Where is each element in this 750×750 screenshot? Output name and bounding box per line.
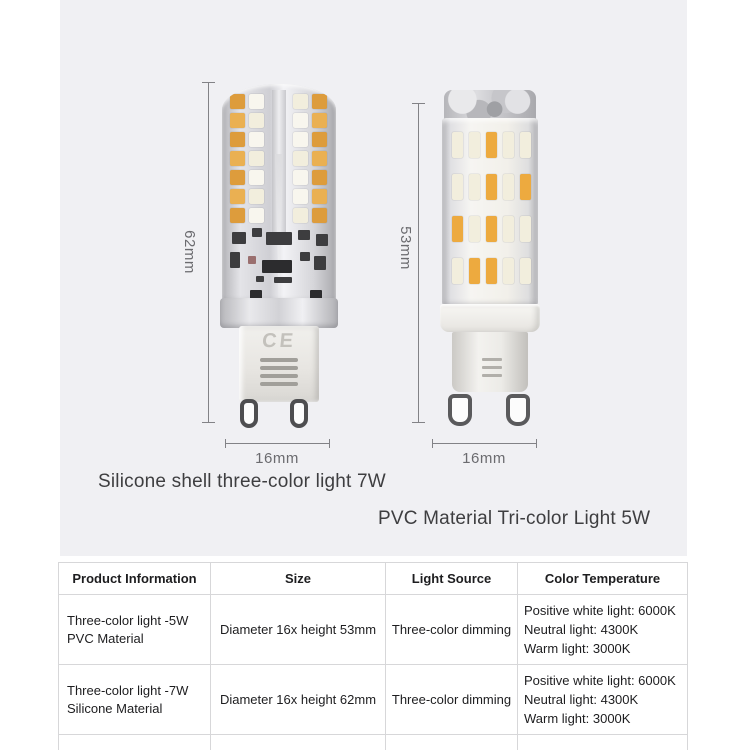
height-dimension-label-5w: 53mm bbox=[397, 226, 414, 270]
temp-neutral-7w: Neutral light: 4300K bbox=[524, 692, 639, 707]
bulb-5w-base bbox=[440, 304, 540, 332]
col-header-color-temperature: Color Temperature bbox=[518, 563, 688, 595]
cell-size-5w: Diameter 16x height 53mm bbox=[211, 595, 386, 665]
height-dimension-label-7w: 62mm bbox=[181, 230, 198, 274]
cell-product-5w bbox=[59, 595, 211, 665]
bulb-7w-pin-left bbox=[240, 399, 258, 428]
spec-row-partial bbox=[59, 735, 688, 750]
bulb-5w-pin-right bbox=[506, 394, 530, 426]
cell-product-7w bbox=[59, 665, 211, 735]
bulb-5w-neck bbox=[452, 332, 528, 392]
cell-light-source-5w: Three-color dimming bbox=[386, 595, 518, 665]
bulb-7w-pin-right bbox=[290, 399, 308, 428]
temp-positive-white-5w: Positive white light: 6000K bbox=[524, 603, 676, 618]
cell-size-7w: Diameter 16x height 62mm bbox=[211, 665, 386, 735]
product-material-5w: PVC Material bbox=[67, 630, 144, 646]
col-header-product-information: Product Information bbox=[59, 563, 211, 595]
cell-color-temperature-7w bbox=[518, 665, 688, 735]
product-name-7w: Three-color light -7W bbox=[67, 682, 189, 698]
bulb-7w-silicone-body bbox=[222, 84, 336, 302]
spec-row-7w bbox=[59, 665, 688, 735]
width-dimension-line-7w bbox=[225, 443, 330, 444]
col-header-size: Size bbox=[211, 563, 386, 595]
bulb-7w-vent-slats bbox=[260, 358, 298, 390]
bulb-5w-pin-left bbox=[448, 394, 472, 426]
caption-pvc-5w: PVC Material Tri-color Light 5W bbox=[378, 508, 651, 529]
width-dimension-line-5w bbox=[432, 443, 537, 444]
temp-positive-white-7w: Positive white light: 6000K bbox=[524, 673, 676, 688]
product-material-7w: Silicone Material bbox=[67, 700, 163, 716]
caption-silicone-7w: Silicone shell three-color light 7W bbox=[98, 471, 386, 492]
spec-row-5w bbox=[59, 595, 688, 665]
temp-warm-5w: Warm light: 3000K bbox=[524, 641, 631, 656]
spec-table bbox=[58, 562, 688, 750]
cell-color-temperature-5w bbox=[518, 595, 688, 665]
col-header-light-source: Light Source bbox=[386, 563, 518, 595]
bulb-7w-skirt bbox=[220, 298, 338, 328]
height-dimension-line-5w bbox=[418, 103, 419, 423]
bulb-5w-pvc-body bbox=[442, 118, 538, 306]
width-dimension-label-7w: 16mm bbox=[255, 450, 299, 467]
product-name-5w: Three-color light -5W bbox=[67, 612, 189, 628]
cell-light-source-7w: Three-color dimming bbox=[386, 665, 518, 735]
ce-mark: CE bbox=[260, 330, 298, 352]
temp-neutral-5w: Neutral light: 4300K bbox=[524, 622, 639, 637]
spec-header-row bbox=[59, 563, 688, 595]
temp-warm-7w: Warm light: 3000K bbox=[524, 711, 631, 726]
height-dimension-line-7w bbox=[208, 82, 209, 423]
bulb-7w-ceramic-base bbox=[239, 326, 319, 402]
width-dimension-label-5w: 16mm bbox=[462, 450, 506, 467]
bulb-5w-vent-slats bbox=[482, 358, 502, 382]
